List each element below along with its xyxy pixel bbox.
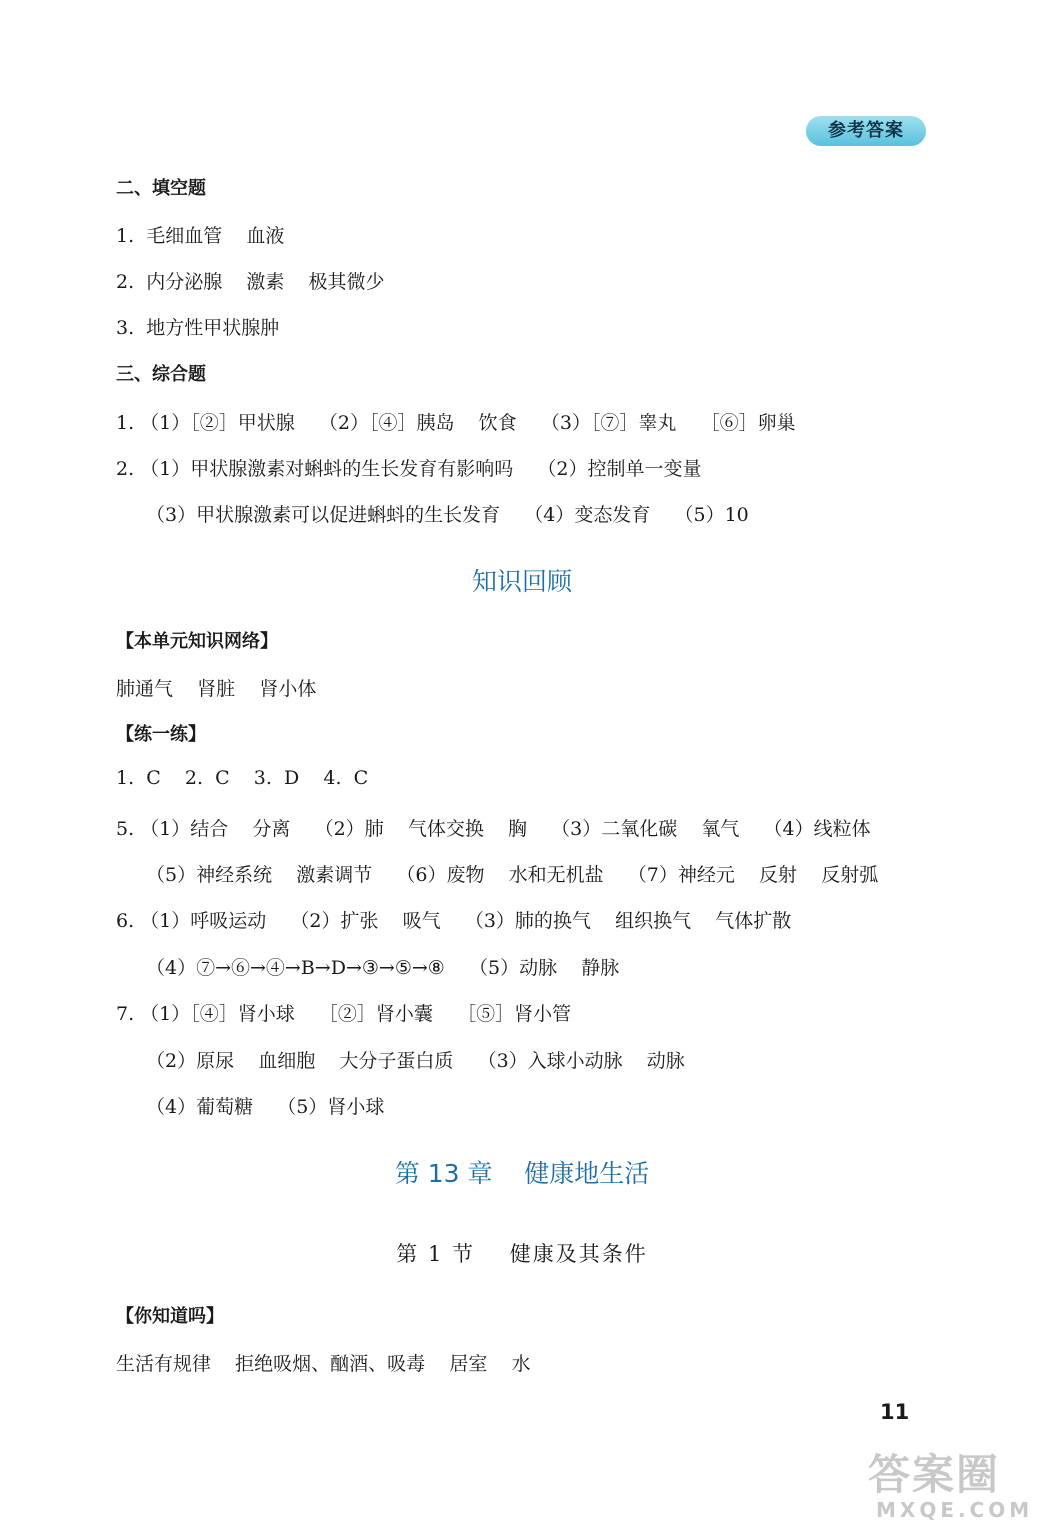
answer-line: 1. C 2. C 3. D 4. C bbox=[116, 767, 369, 789]
answer-line: 肺通气 肾脏 肾小体 bbox=[116, 678, 317, 700]
chapter-title: 第 13 章 健康地生活 bbox=[394, 1159, 650, 1188]
knowledge-network-heading: 【本单元知识网络】 bbox=[116, 631, 278, 652]
practice-heading: 【练一练】 bbox=[116, 724, 206, 745]
page-number: 11 bbox=[880, 1400, 910, 1424]
answer-line: 2. 内分泌腺 激素 极其微少 bbox=[116, 271, 385, 293]
section-title: 第 1 节 健康及其条件 bbox=[396, 1242, 648, 1266]
answer-line: 2. （1）甲状腺激素对蝌蚪的生长发育有影响吗 （2）控制单一变量 bbox=[116, 458, 702, 480]
answer-line: 5. （1）结合 分离 （2）肺 气体交换 胸 （3）二氧化碳 氧气 （4）线粒体 bbox=[116, 818, 871, 840]
section-heading-comprehensive: 三、综合题 bbox=[116, 364, 206, 385]
answer-key-badge: 参考答案 bbox=[806, 116, 926, 146]
answer-line: （4）⑦→⑥→④→B→D→③→⑤→⑧ （5）动脉 静脉 bbox=[146, 957, 620, 979]
did-you-know-heading: 【你知道吗】 bbox=[116, 1306, 224, 1327]
watermark-logo bbox=[868, 1442, 1033, 1522]
review-title: 知识回顾 bbox=[471, 567, 572, 596]
answer-line: 6. （1）呼吸运动 （2）扩张 吸气 （3）肺的换气 组织换气 气体扩散 bbox=[116, 910, 792, 932]
answer-line: （5）神经系统 激素调节 （6）废物 水和无机盐 （7）神经元 反射 反射弧 bbox=[146, 864, 879, 886]
answer-line: （4）葡萄糖 （5）肾小球 bbox=[146, 1096, 385, 1118]
answer-line: 生活有规律 拒绝吸烟、酗酒、吸毒 居室 水 bbox=[116, 1353, 531, 1375]
answer-line: （2）原尿 血细胞 大分子蛋白质 （3）入球小动脉 动脉 bbox=[146, 1050, 685, 1072]
watermark-url: MXQE.COM bbox=[876, 1498, 1034, 1522]
watermark-main: 答案圈 bbox=[868, 1450, 1001, 1499]
section-heading-fill-in: 二、填空题 bbox=[116, 178, 206, 199]
answer-line: 3. 地方性甲状腺肿 bbox=[116, 317, 280, 339]
answer-line: 1. （1）［②］甲状腺 （2）［④］胰岛 饮食 （3）［⑦］睾丸 ［⑥］卵巢 bbox=[116, 412, 796, 434]
answer-line: （3）甲状腺激素可以促进蝌蚪的生长发育 （4）变态发育 （5）10 bbox=[146, 504, 749, 526]
answer-line: 1. 毛细血管 血液 bbox=[116, 225, 285, 247]
answer-line: 7. （1）［④］肾小球 ［②］肾小囊 ［⑤］肾小管 bbox=[116, 1003, 572, 1025]
